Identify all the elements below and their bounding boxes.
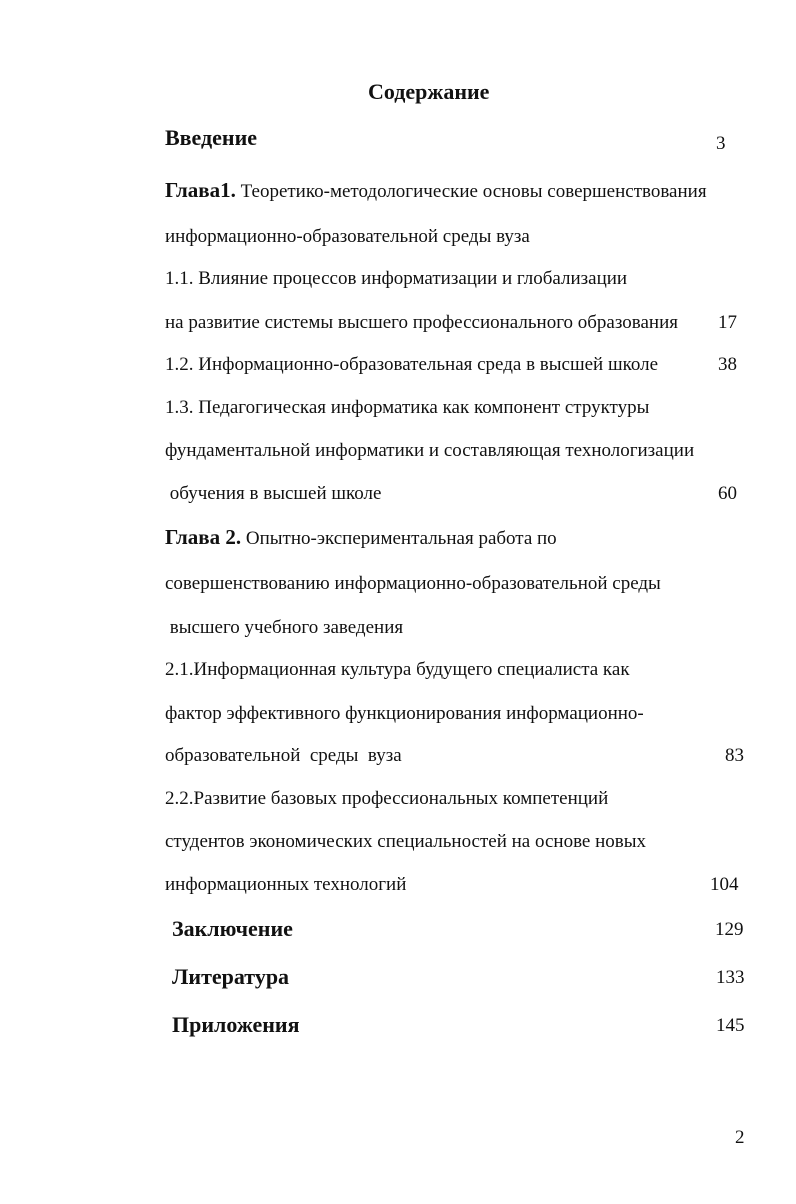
toc-entry-intro-label: Введение (165, 125, 258, 150)
toc-chapter2-lead: Глава 2. (165, 525, 242, 549)
toc-entry-conclusion-label: Заключение (172, 916, 293, 941)
toc-section-2-2-page: 104 (710, 874, 739, 895)
toc-section-1-3-line2: фундаментальной информатики и составляющая технологизации (165, 440, 695, 461)
toc-entry-appendices-label: Приложения (172, 1012, 300, 1037)
toc-entry-literature-label: Литература (172, 964, 290, 989)
toc-section-1-3-line3: обучения в высшей школе (165, 483, 382, 504)
toc-section-1-3-line1: 1.3. Педагогическая информатика как компонент структуры (165, 397, 650, 418)
toc-section-2-2-line1: 2.2.Развитие базовых профессиональных компетенций (165, 788, 609, 809)
toc-entry-literature-page: 133 (716, 967, 745, 988)
toc-chapter1-lead: Глава1. (165, 178, 236, 202)
toc-chapter2-line2: совершенствованию информационно-образовательной среды (165, 573, 661, 594)
toc-chapter1-line1 (165, 178, 707, 204)
toc-chapter2-title: Опытно-экспериментальная работа по (245, 528, 557, 549)
toc-section-1-1-page: 17 (718, 312, 737, 333)
toc-chapter2-line3: высшего учебного заведения (165, 617, 404, 638)
toc-section-2-1-line2: фактор эффективного функционирования информационно- (165, 703, 644, 724)
toc-section-2-1-page: 83 (725, 745, 744, 766)
page-number: 2 (735, 1127, 745, 1148)
toc-chapter2-line1 (165, 525, 557, 551)
toc-section-2-2-line2: студентов экономических специальностей на основе новых (165, 831, 647, 852)
page-title: Содержание (368, 79, 490, 104)
toc-section-2-1-line1: 2.1.Информационная культура будущего специалиста как (165, 659, 630, 680)
toc-section-1-1-line1: 1.1. Влияние процессов информатизации и глобализации (165, 268, 628, 289)
toc-chapter1-line2: информационно-образовательной среды вуза (165, 226, 530, 247)
toc-section-1-2-line1: 1.2. Информационно-образовательная среда в высшей школе (165, 354, 659, 375)
toc-chapter1-title: Теоретико-методологические основы совершенствования (240, 181, 707, 202)
toc-section-2-2-line3: информационных технологий (165, 874, 407, 895)
toc-section-1-3-page: 60 (718, 483, 737, 504)
toc-entry-appendices-page: 145 (716, 1015, 745, 1036)
toc-section-2-1-line3: образовательной среды вуза (165, 745, 402, 766)
toc-entry-intro-page: 3 (716, 133, 726, 154)
toc-section-1-1-line2: на развитие системы высшего профессионального образования (165, 312, 678, 333)
toc-section-1-2-page: 38 (718, 354, 737, 375)
toc-entry-conclusion-page: 129 (715, 919, 744, 940)
